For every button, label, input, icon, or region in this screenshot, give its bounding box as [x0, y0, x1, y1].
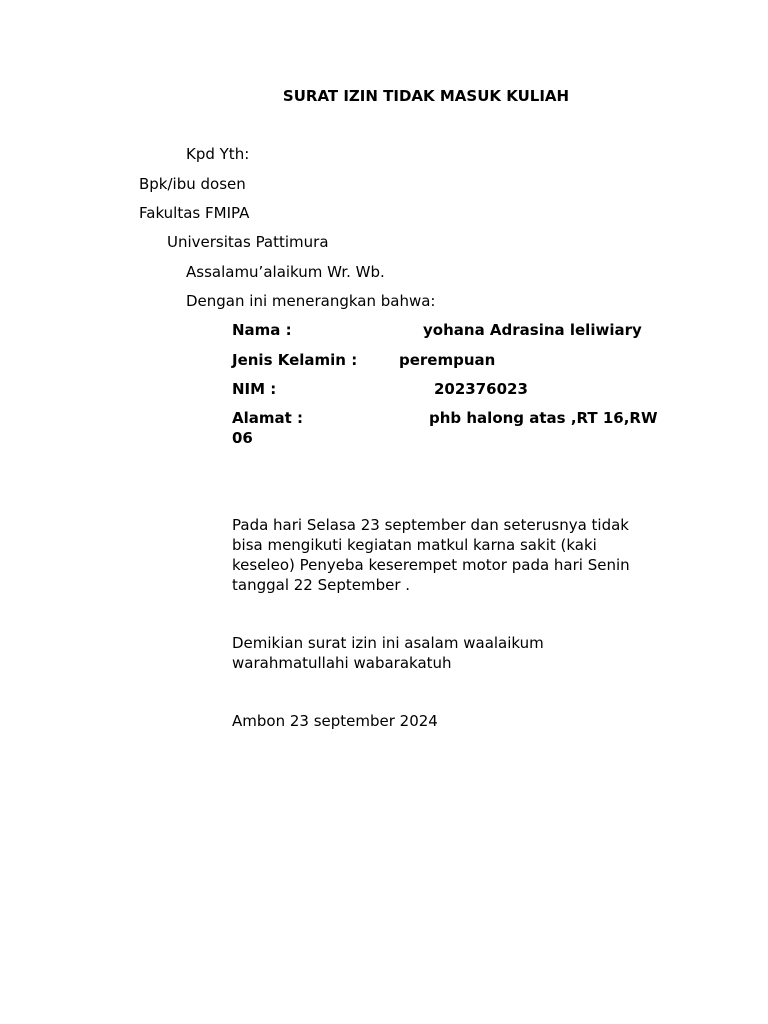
recipient-line-3: Universitas Pattimura: [167, 233, 329, 251]
field-nama-value: yohana Adrasina leliwiary: [423, 321, 642, 339]
field-alamat-label: Alamat :: [232, 409, 304, 427]
body-paragraph: Pada hari Selasa 23 september dan seterusnya tidak bisa mengikuti kegiatan matkul karna sakit (kaki keseleo) Penyeba keserempet motor pada hari Senin tanggal 22 September .: [232, 516, 630, 594]
field-alamat-value: phb halong atas ,RT 16,RW 06: [232, 409, 658, 447]
closing-paragraph: Demikian surat izin ini asalam waalaikum warahmatullahi wabarakatuh: [232, 634, 544, 672]
greeting: Assalamu’alaikum Wr. Wb.: [186, 263, 385, 281]
field-gender-value: perempuan: [399, 351, 496, 369]
field-gender-label: Jenis Kelamin :: [232, 351, 358, 369]
recipient-kpd: Kpd Yth:: [186, 145, 250, 163]
recipient-line-2: Fakultas FMIPA: [139, 204, 250, 222]
letter-title: SURAT IZIN TIDAK MASUK KULIAH: [282, 87, 570, 105]
recipient-line-1: Bpk/ibu dosen: [139, 175, 246, 193]
field-nim-value: 202376023: [434, 380, 528, 398]
place-date: Ambon 23 september 2024: [232, 712, 438, 730]
intro-text: Dengan ini menerangkan bahwa:: [186, 292, 436, 310]
field-nim-label: NIM :: [232, 380, 277, 398]
field-nama-label: Nama :: [232, 321, 292, 339]
